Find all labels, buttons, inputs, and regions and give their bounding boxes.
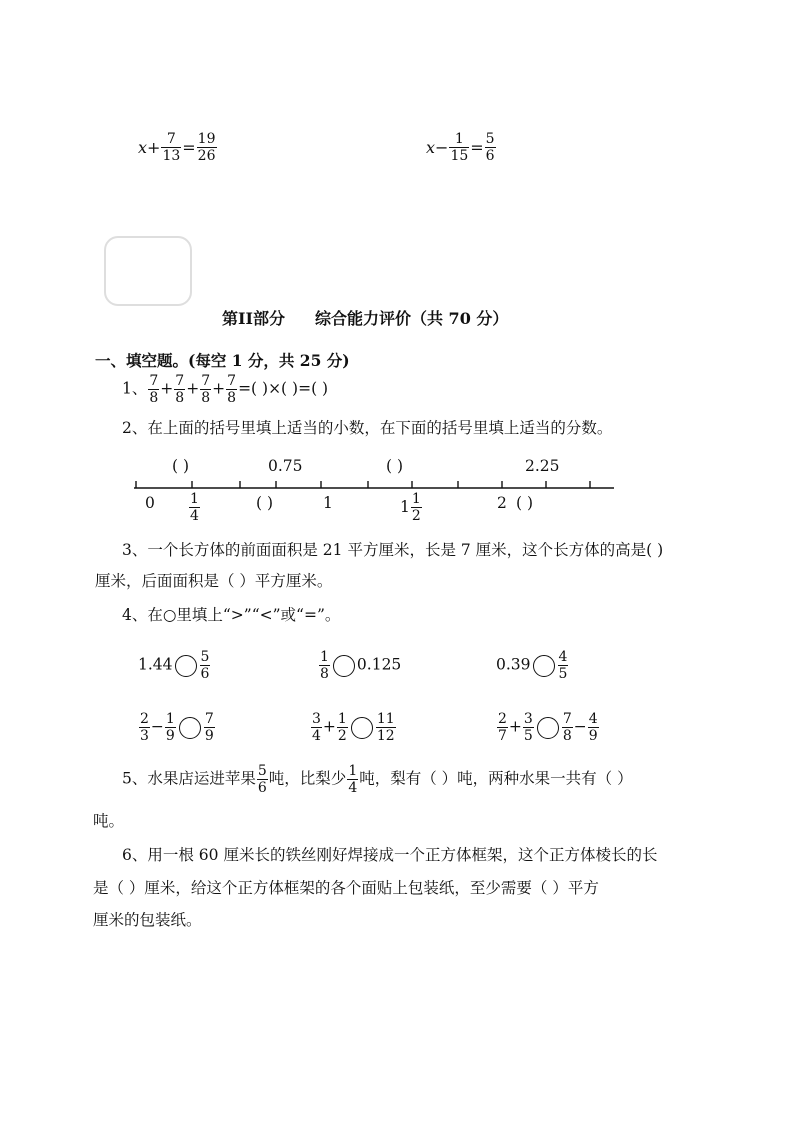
compare-circle[interactable] [537, 717, 559, 739]
equation-1: x+ $\frac{7}{13}$ = $\frac{19}{26}$ [138, 131, 216, 164]
compare-2-3: $\frac{2}{7}$ + $\frac{3}{5}$ $\frac{7}{8}$ − $\frac{4}{9}$ [498, 711, 598, 744]
compare-circle[interactable] [175, 655, 197, 677]
part-title: 第II部分 综合能力评价（共 70 分） [222, 309, 509, 328]
numberline-top-blank-2: ( ) [386, 457, 404, 475]
numberline-label-quarter: $\frac{1}{4}$ [190, 491, 199, 524]
question-3-line-1: 3、一个长方体的前面面积是 21 平方厘米，长是 7 厘米，这个长方体的高是( ) [122, 541, 664, 559]
question-1: 1、 $\frac{7}{8}$ + $\frac{7}{8}$ + $\frac{7}{8}$ + $\frac{7}{8}$ =( )×( )=( ) [122, 373, 329, 406]
question-2: 2、在上面的括号里填上适当的小数，在下面的括号里填上适当的分数。 [122, 419, 613, 437]
numberline-label-2: 2 [497, 494, 507, 512]
question-5-line-1: 5、水果店运进苹果 $\frac{5}{6}$ 吨，比梨少 $\frac{1}{4}$ 吨，梨有（ ）吨，两种水果一共有（ ） [122, 763, 633, 796]
compare-circle[interactable] [533, 655, 555, 677]
question-6-line-1: 6、用一根 60 厘米长的铁丝刚好焊接成一个正方体框架，这个正方体棱长的长 [122, 846, 658, 864]
numberline-top-label-225: 2.25 [525, 457, 560, 475]
compare-1-1: 1.44 $\frac{5}{6}$ [138, 649, 210, 682]
fraction: $\frac{1}{15}$ [450, 131, 469, 164]
numberline-label-0: 0 [145, 494, 155, 512]
compare-circle[interactable] [333, 655, 355, 677]
number-line [130, 478, 620, 500]
bleed-through-box [104, 236, 192, 306]
question-5-line-2: 吨。 [93, 812, 125, 830]
numberline-bottom-blank-2: ( ) [516, 494, 534, 512]
compare-2-2: $\frac{3}{4}$ + $\frac{1}{2}$ $\frac{11}{12}$ [312, 711, 395, 744]
question-6-line-3: 厘米的包装纸。 [93, 911, 202, 929]
compare-circle[interactable] [179, 717, 201, 739]
numberline-top-blank-1: ( ) [172, 457, 190, 475]
numberline-top-label-075: 0.75 [268, 457, 303, 475]
question-3-line-2: 厘米，后面面积是（ ）平方厘米。 [95, 572, 333, 590]
fraction: $\frac{19}{26}$ [197, 131, 216, 164]
question-6-line-2: 是（ ）厘米，给这个正方体框架的各个面贴上包装纸，至少需要（ ）平方 [93, 879, 599, 897]
section-heading: 一、填空题。(每空 1 分，共 25 分) [95, 351, 350, 370]
fraction: $\frac{7}{13}$ [162, 131, 181, 164]
question-4: 4、在○里填上“>”“<”或“=”。 [122, 606, 341, 624]
compare-1-2: $\frac{1}{8}$ 0.125 [320, 649, 402, 682]
numberline-label-1: 1 [323, 494, 333, 512]
equation-2: x− $\frac{1}{15}$ = $\frac{5}{6}$ [426, 131, 495, 164]
compare-2-1: $\frac{2}{3}$ − $\frac{1}{9}$ $\frac{7}{9}$ [140, 711, 214, 744]
numberline-label-one-half: 1 $\frac{1}{2}$ [400, 491, 421, 524]
compare-circle[interactable] [351, 717, 373, 739]
numberline-bottom-blank-1: ( ) [256, 494, 274, 512]
compare-1-3: 0.39 $\frac{4}{5}$ [496, 649, 568, 682]
fraction: $\frac{5}{6}$ [485, 131, 495, 164]
